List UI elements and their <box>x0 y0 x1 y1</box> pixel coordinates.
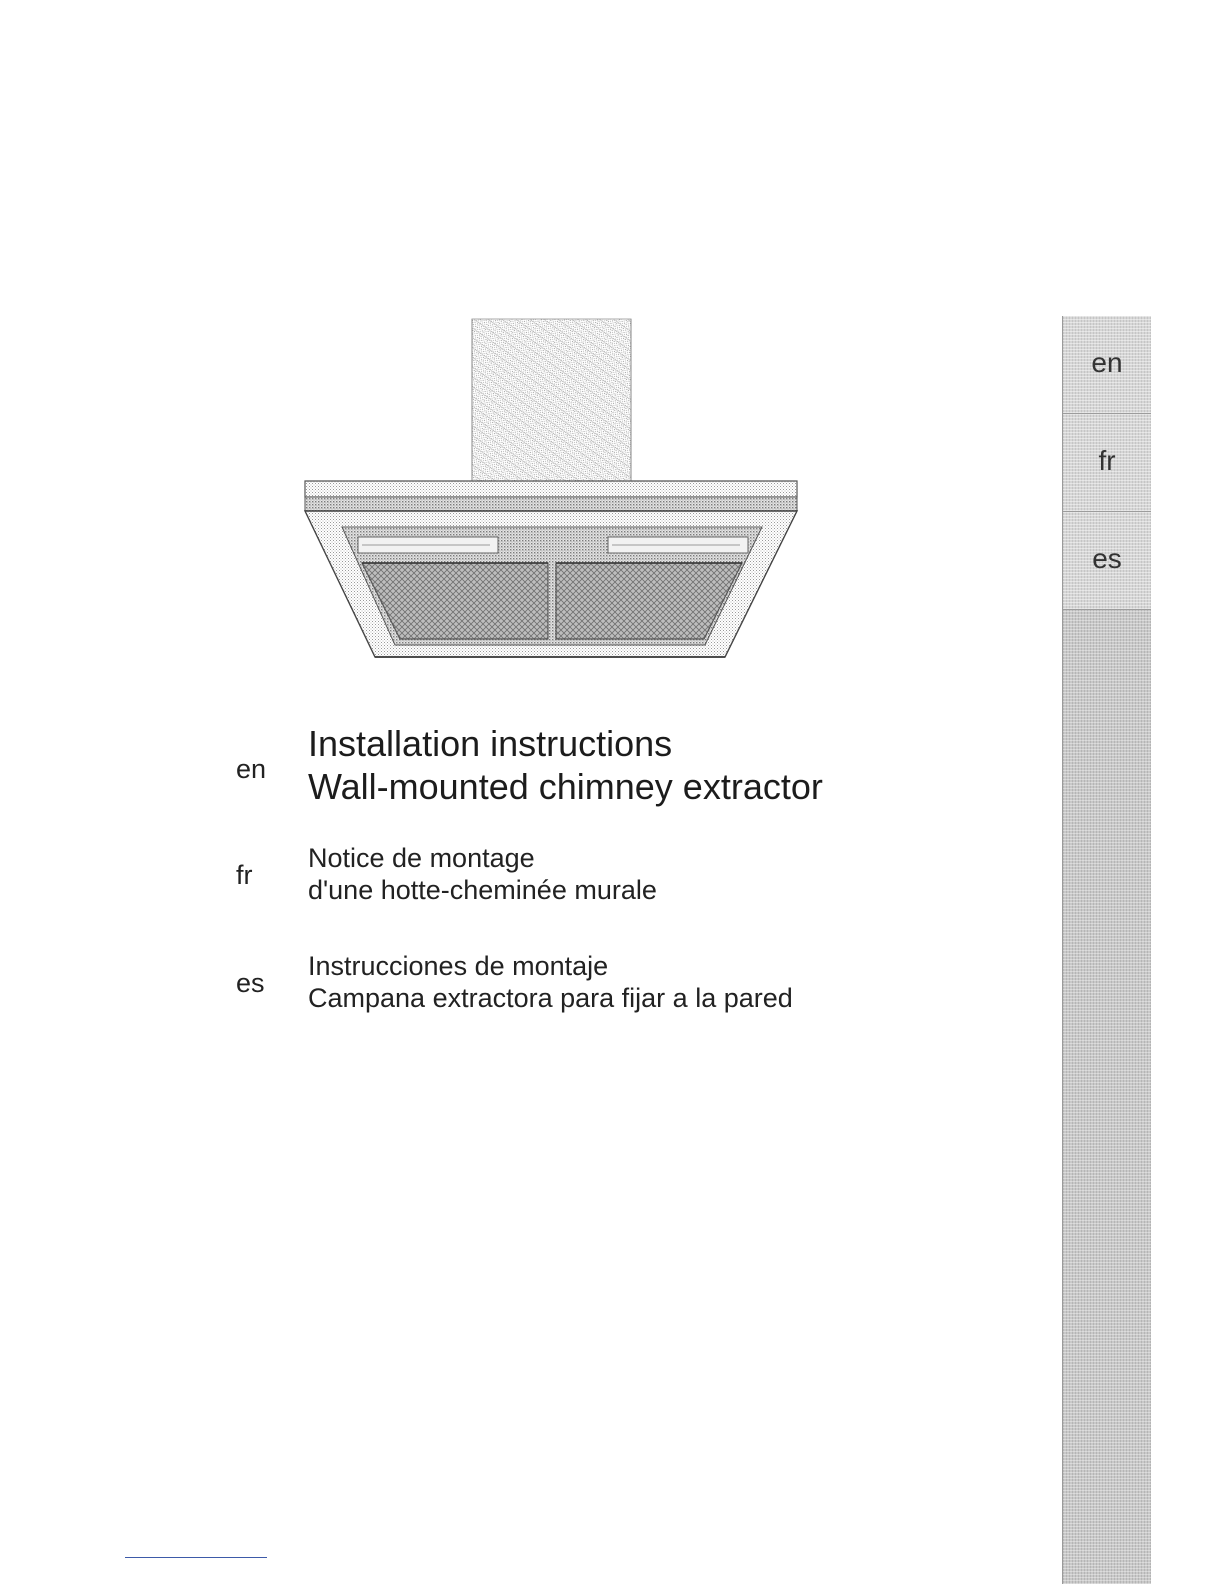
tab-es[interactable] <box>1063 512 1151 610</box>
tab-fr[interactable] <box>1063 414 1151 512</box>
title-line: Instrucciones de montaje <box>308 951 609 981</box>
footer-rule <box>125 1557 267 1558</box>
subtitle-line: Wall-mounted chimney extractor <box>308 766 823 807</box>
language-tab-strip <box>1062 316 1151 1584</box>
title-line: Notice de montage <box>308 843 535 873</box>
language-code: en <box>236 754 267 784</box>
tab-label: en <box>1091 346 1123 378</box>
language-code: fr <box>236 860 253 890</box>
tab-en[interactable] <box>1063 316 1151 414</box>
language-code: es <box>236 968 265 998</box>
chimney-extractor-hood-icon <box>300 315 805 665</box>
tab-label: fr <box>1098 444 1116 476</box>
tab-label: es <box>1092 542 1122 574</box>
subtitle-line: Campana extractora para fijar a la pared <box>308 983 793 1013</box>
title-line: Installation instructions <box>308 723 673 764</box>
subtitle-line: d'une hotte-cheminée murale <box>308 875 657 905</box>
